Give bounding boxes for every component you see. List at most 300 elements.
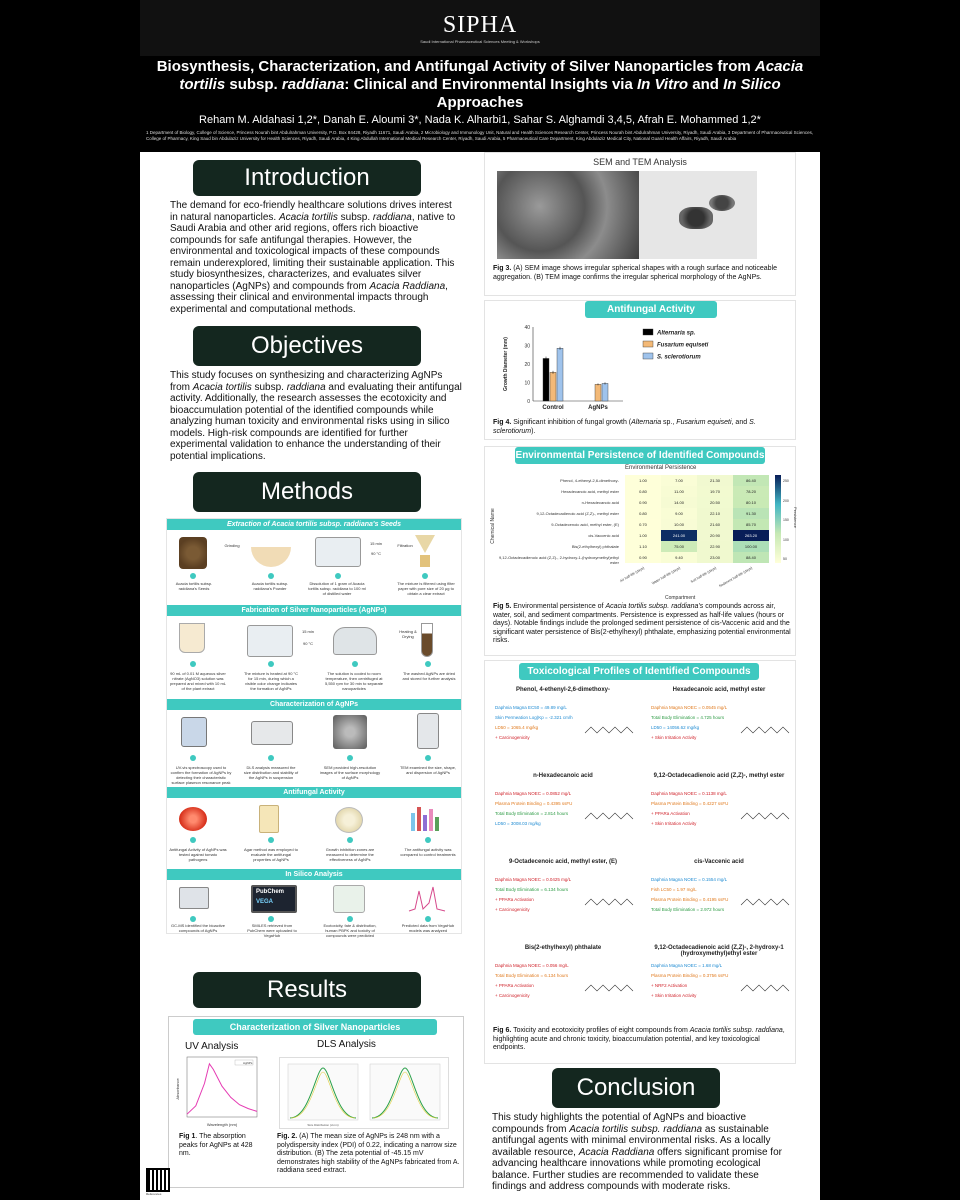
step-marker [425,755,431,761]
step-marker [268,916,274,922]
chemical-structure-drawing [739,885,793,915]
toxicity-endpoint: Daphnia Magna EC50 = 49.89 mg/L [495,705,567,710]
uv-legend-text: AgNPs [243,1061,253,1065]
title-part: In Silico [723,76,781,93]
extraction-time-label: 15 min [369,541,382,546]
fabrication-step-3: The solution is cooled to room temperature, then centrifuged at 5,550 rpm for 30 min to separate nanoparticles [324,671,384,691]
left-column [140,152,480,1200]
fig4-text: Fusarium equiseti [676,419,732,426]
fig2-caption [277,1133,461,1176]
heatmap-cell: 80.10 [733,497,769,508]
colorbar-label: Persistence [792,507,798,528]
toxicity-endpoint: Fish LC50 = 1.97 mg/L [651,887,697,892]
gcms-image [179,887,209,909]
fig6-text: , highlighting acute and chronic toxicity, bioaccumulation potential, and key toxicological endpoints. [493,1027,785,1051]
methods-bar-extraction: Extraction of Acacia tortilis subsp. raddiana's Seeds [167,519,461,530]
bar [550,372,556,401]
dls-frame-b [370,1064,440,1120]
obj-part: This study focuses on synthesizing and characterizing AgNPs from [170,370,443,393]
poster [140,0,820,1200]
heatmap-cell: 1.00 [625,530,661,541]
vega-label: VEGA [256,899,274,905]
affiliations: 1 Department of Biology, College of Science, Princess Nourah bint Abdulrahman University, P.O. Box 84428, Riyadh 11671, Saudi Arabia, 2 Microbiology and Immunology Unit, Natural and Health Sciences Research Center, Princess Nourah bint Abdulrahman University, Riyadh, Saudi Arabia, 3 Department of Pharmaceutical Sciences, College of Pharmacy, King Saud bin Abdulaziz University for Health Sciences, Riyadh, Saudi Arabia, 4 King Abdullah International Medical Research Center, Riyadh, Saudi Arabia, 5 Pharmaceutical Care Department, King Abdulaziz Medical City, National Guard Health Affairs, Riyadh, Saudi Arabia [146,130,814,141]
heatmap-cell: 0.80 [625,508,661,519]
fig6-text: Toxicity and ecotoxicity profiles of eight compounds from [511,1027,690,1034]
heatmap-cell: 91.30 [733,508,769,519]
fig1-text: . The absorption peaks for AgNPs at 428 nm. [179,1133,253,1157]
persistence-pill: Environmental Persistence of Identified Compounds [515,447,765,464]
toxicity-endpoint: + PPARa Activation [651,811,690,816]
fig4-caption [493,419,793,436]
heatmap-row-label: Bis(2-ethylhexyl) phthalate [571,544,619,549]
toxicology-pill: Toxicological Profiles of Identified Compounds [519,663,759,680]
fig6-caption [493,1027,793,1053]
heatmap-column-label: Sediment half-life (days) [718,566,753,589]
conclusion-part: This study highlights the potential of AgNPs and bioactive compounds from [492,1112,747,1135]
step-marker [190,837,196,843]
dls-chart-panel [279,1057,449,1129]
results-figure [168,1016,464,1188]
legend-swatch [643,329,653,335]
y-axis-label: Growth Diameter (mm) [503,337,509,391]
obj-part: Acacia tortilis [192,381,252,393]
conclusion-text [492,1112,792,1193]
extraction-step-1: Acacia tortilis subsp. raddiana's Seeds [175,581,213,591]
introduction-heading: Introduction [193,160,421,196]
toxicity-endpoint: + Skin Irritation Activity [651,993,697,998]
centrifuge-image [333,627,377,655]
conclusion-part: Acacia Raddiana [578,1146,655,1158]
heatmap-cell: 22.10 [697,508,733,519]
fig5-label: Fig 5. [493,603,512,610]
poster-title [140,56,820,112]
heatmap-cell: 7.00 [661,475,697,486]
toxicology-panel [484,660,796,1064]
extraction-step-2: Acacia tortilis subsp. raddiana's Powder [251,581,289,591]
seeds-image [179,537,207,569]
step-marker [268,661,274,667]
sem-tem-title: SEM and TEM Analysis [593,157,687,167]
step-marker [347,755,353,761]
fig6-label: Fig 6. [493,1027,512,1034]
characterization-step-2: DLS analysis measured the size distribution and stability of the AgNPs in suspension [243,765,299,780]
step-marker [422,573,428,579]
heatmap-cell: 241.00 [661,530,697,541]
methods-bar-fabrication: Fabrication of Silver Nanoparticles (AgNPs) [167,605,461,616]
poster-top-bar [140,0,820,56]
fabrication-temp-label: 90 °C [302,641,314,646]
compound-name: 9,12-Octadecadienoic acid (Z,Z)-, 2-hydroxy-1 (hydroxymethyl)ethyl ester [654,945,784,957]
insilico-step-2: SMILES retrieved from PubChem were uploaded to VegaHub [247,923,297,938]
toxicity-endpoint: Daphnia Magna NOEC = 0.1554 mg/L [651,877,728,882]
toxicity-endpoint: LD50 = 14056.62 mg/kg [651,725,700,730]
toxicity-endpoint: LD50 = 1065.4 mg/kg [495,725,539,730]
chemical-structure-drawing [583,885,637,915]
step-marker [190,755,196,761]
toxicity-endpoint: Daphnia Magna NOEC = 0.056 mg/L [495,963,569,968]
conclusion-part: Acacia tortilis subsp. raddiana [569,1123,703,1135]
title-part: and [688,76,724,93]
y-tick-label: 40 [524,325,530,331]
insilico-step-3: Ecotoxicity, fate & distribution, human PBPK and toxicity of compounds were predicted [323,923,377,938]
heatmap-cell: 0.70 [625,519,661,530]
bar [557,348,563,401]
toxicity-endpoint: Total Body Elimination = 6.134 hours [495,973,569,978]
heatmap-cell: 14.00 [661,497,697,508]
tomato-image [179,807,207,831]
toxicity-endpoint: Plasma Protein Binding = 0.3756 ssFU [651,973,729,978]
heatmap-cell: 100.00 [733,541,769,552]
fig1-caption [179,1133,263,1159]
step-marker [190,573,196,579]
heatmap-cell: 22.90 [697,541,733,552]
y-tick-label: 30 [524,343,530,350]
dls-x-label: Size Distribution (d.nm) [307,1123,339,1127]
intro-part: Acacia tortilis [278,211,338,223]
heatmap-x-label: Compartment [665,595,696,601]
x-tick-label: Control [542,405,564,411]
toxicity-endpoint: + PPARa Activation [495,983,534,988]
chemical-structure-drawing [739,799,793,829]
compound-name: 9-Octadecenoic acid, methyl ester, (E) [508,859,618,865]
toxicity-endpoint: Total Body Elimination = 2.814 hours [495,811,569,816]
methods-bar-insilico: In Silico Analysis [167,869,461,880]
y-tick-label: 10 [524,380,530,387]
antifungal-panel [484,300,796,440]
insilico-step-1: GC-MS identified the bioactive compounds of AgNPs [170,923,226,933]
uv-y-label: Absorbance [175,1078,180,1100]
characterization-pill: Characterization of Silver Nanoparticles [193,1019,437,1035]
fig4-text: , and [731,419,750,426]
conclusion-part: offers significant promise for advancing healthcare innovations while promoting ecological balance. Further studies are recommended to validate these findings and address compounds with moderate risks. [492,1146,782,1192]
tem-instrument-image [417,713,439,749]
colorbar-tick: 150 [783,518,789,522]
grinding-label: Grinding [224,543,240,548]
insilico-step-4: Predicted data from VegaHub models was analyzed [401,923,455,933]
dls-instrument-image [251,721,293,745]
legend-label: Alternaria sp. [657,330,696,337]
compound-name: Phenol, 4-ethenyl-2,6-dimethoxy- [515,687,611,693]
objectives-heading: Objectives [193,326,421,366]
methods-bar-characterization: Characterization of AgNPs [167,699,461,710]
heatmap-row-label: 9,12-Octadecadienoic acid (Z,Z)-, methyl ester [536,511,619,516]
dls-frame-a [288,1064,358,1120]
tem-image [639,171,757,259]
heatmap-row-label: Hexadecanoic acid, methyl ester [561,489,619,494]
fig3-text: (A) SEM image shows irregular spherical shapes with a rough surface and noticeable aggregation. (B) TEM image confirms the irregular spherical morphology of the AgNPs. [493,265,778,281]
toxicity-endpoint: Daphnia Magna NOEC = 0.0852 mg/L [495,791,572,796]
antifungal-step-3: Growth inhibition zones are measured to determine the effectiveness of AgNPs [325,847,375,862]
heatmap-cell: 75.00 [661,541,697,552]
heatmap-row-label: n-Hexadecanoic acid [581,500,619,505]
step-marker [268,837,274,843]
references-label: References [146,1192,162,1196]
heating-drying-label: Heating & Drying [399,629,417,639]
fig4-text: sp., [661,419,677,426]
heatmap-title: Environmental Persistence [625,465,697,471]
fig3-caption [493,265,793,282]
step-marker [425,837,431,843]
title-part: Biosynthesis, Characterization, and Antifungal Activity of Silver Nanoparticles from [156,58,755,75]
computer-monitor-image [251,885,297,913]
legend-label: Fusarium equiseti [657,342,709,349]
poster-body [140,152,820,1200]
obj-part: raddiana [286,381,326,393]
fig4-text: ). [531,427,536,435]
fabrication-step-2: The mixture is heated at 90 °C for 15 min, during which a visible color change indicates the formation of AgNPs [243,671,299,691]
methods-heading: Methods [193,472,421,512]
title-part: : Clinical and Environmental Insights via [344,76,637,93]
fabrication-time-label: 15 min [301,629,314,634]
petri-dish-image [335,807,363,833]
toxicity-endpoint: Total Body Elimination = 6.134 hours [495,887,569,892]
antifungal-step-1: Antifungal Activity of AgNPs was tested against tomato pathogens [169,847,227,862]
dls-analysis-title: DLS Analysis [317,1039,376,1050]
step-marker [425,916,431,922]
heatmap-cell: 88.40 [733,552,769,563]
colorbar-tick: 50 [783,557,787,561]
heatmap-cell: 10.00 [661,519,697,530]
fig5-text: Acacia tortilis subsp. raddiana's [605,603,704,610]
toxicity-endpoint: Total Body Elimination = 2.972 hours [651,907,725,912]
fig3-label: Fig 3. [493,265,512,272]
fig4-label: Fig 4. [493,419,512,426]
heatmap-row-label: 9-Octadecenoic acid, methyl ester, (E) [551,522,619,527]
introduction-text [170,200,462,315]
spectrum-thumbnail [407,883,447,913]
fig5-text: compounds across air, water, soil, and sediment compartments. Persistence is expressed as half-life values (hours or days). Notable findings include the prolonged sediment persistence of cis-Vaccenic acid and the significant water persistence of Bis(2-ethylhexyl) phthalate, emphasizing potential environmental risks. [493,603,791,644]
fig6-text: Acacia tortilis subsp. raddiana [689,1027,783,1034]
colorbar-tick: 100 [783,537,789,542]
title-part: Acacia tortilis [179,58,804,93]
heatmap-cell: 21.60 [697,519,733,530]
toxicity-endpoint: Plasma Protein Binding = 0.4227 ssFU [651,801,729,806]
toxicity-endpoint: Total Body Elimination = 4.725 hours [651,715,725,720]
conclusion-part: as sustainable antifungal agents with minimal environmental risks. As a locally available resource, [492,1123,771,1158]
fig2-text: (A) The mean size of AgNPs is 248 nm with a polydispersity index (PDI) of 0.22, indicating a narrow size distribution. (B) The zeta potential of -45.15 mV demonstrates high stability of the AgNPs fabricated from A. raddiana seed extract. [277,1133,460,1174]
antifungal-pill: Antifungal Activity [585,301,717,318]
heatmap-cell: 20.90 [697,530,733,541]
heatmap-cell: 85.70 [733,519,769,530]
heatmap-cell: 1.00 [625,475,661,486]
heatmap-cell: 1.10 [625,541,661,552]
title-part: subsp. [225,76,282,93]
intro-part: subsp. [337,211,373,223]
intro-part: raddiana [372,211,412,223]
conclusion-heading: Conclusion [552,1068,720,1108]
heatmap-cell: 9.40 [661,552,697,563]
heatmap-cell: 86.40 [733,475,769,486]
title-part: In Vitro [636,76,689,93]
step-marker [268,755,274,761]
sem-image [497,171,639,259]
bar [543,358,549,401]
fig2-label: Fig. 2. [277,1133,298,1140]
tem-nanoparticle-cluster [679,207,713,229]
heatmap-cell: 263.20 [733,530,769,541]
toxicity-endpoint: Plasma Protein Binding = 0.4195 ssFU [651,897,729,902]
obj-part: subsp. [251,381,287,393]
toxicity-endpoint: LD50 = 3008.03 mg/kg [495,821,541,826]
objectives-text [170,370,462,462]
heatmap-colorbar [775,475,781,563]
sem-image-small [333,715,367,749]
characterization-step-3: SEM provided high-resolution images of the surface morphology of AgNPs [319,765,381,780]
antifungal-step-2: Agar method was employed to evaluate the antifungal properties of AgNPs [243,847,299,862]
tem-nanoparticle-cluster [709,195,735,211]
toxicity-endpoint: + Carcinogenicity [495,735,530,740]
toxicity-endpoint: Daphnia Magna NOEC = 0.1138 mg/L [651,791,727,796]
intro-part: , native to Saudi Arabia and other arid regions, offers rich bioactive compounds for safe antifungal therapies. However, the environmental and toxicological impacts of these compounds remain underexplored, limiting their sustainable application. This study biosynthesizes, characterizes, and evaluates silver nanoparticles (AgNPs) and compounds from [170,211,456,292]
fig5-text: Environmental persistence of [511,603,606,610]
references-qr-code[interactable] [146,1168,170,1192]
sem-tem-panel [484,152,796,296]
compound-name: cis-Vaccenic acid [694,859,744,865]
chemical-structure-drawing [739,713,793,743]
step-marker [425,661,431,667]
fig1-label: Fig 1 [179,1133,196,1140]
legend-label: S. sclerotiorum [657,354,701,361]
toxicity-endpoint: Skin Permeation Log(Kp = -2.321 cm/h [495,715,573,720]
chemical-structure-drawing [583,971,637,1001]
flask-image [179,623,205,653]
bar-chart-thumbnail [407,803,447,833]
uv-x-label: Wavelength (nm) [206,1122,238,1127]
uv-series-line [187,1064,257,1114]
powder-bowl-image [251,547,291,567]
obj-part: and evaluating their antifungal activity. Additionally, the research assesses the ecotoxicity and bioaccumulation potential of the identified compounds while analyzing human toxicity and environmental risks using in silico models. High-risk compounds are identified for further experimental validation to enhance the understanding of their potential implications. [170,381,462,462]
characterization-step-4: TEM examined the size, shape, and dispersion of AgNPs [399,765,457,775]
extraction-step-4: The mixture is filtered using filter paper with pore size of 20 μg to obtain a clear extract [397,581,455,596]
heatmap-cell: 20.50 [697,497,733,508]
sipha-logo-subtitle: Saudi International Pharmaceutical Sciences Meeting & Workshops [420,38,540,44]
heatmap-cell: 23.00 [697,552,733,563]
sipha-logo: SIPHA [442,11,518,38]
y-tick-label: 0 [527,399,530,405]
toxicology-grid [485,683,797,1023]
bar [595,384,601,401]
chemical-structure-drawing [583,713,637,743]
heater-image [247,625,293,657]
title-part: Approaches [436,94,524,111]
uv-analysis-title: UV Analysis [185,1041,239,1052]
legend-swatch [643,353,653,359]
intro-part: Acacia Raddiana [369,280,446,292]
step-marker [347,837,353,843]
colorbar-tick: 200 [783,498,789,503]
fabrication-step-1: 90 mL of 0.01 M aqueous silver nitrate (AgNO3) solution was prepared and mixed with 10 mL of the plant extract [169,671,227,691]
filtered-extract-image [420,555,430,567]
antifungal-bar-chart [493,321,733,417]
methods-figure [166,518,462,938]
toxicity-endpoint: + Carcinogenicity [495,907,530,912]
y-tick-label: 20 [524,362,530,368]
heatmap-y-label: Chemical Name [489,508,496,544]
step-marker [352,661,358,667]
results-heading: Results [193,972,421,1008]
dls-charts [280,1058,448,1128]
toxicity-endpoint: + PPARa Activation [495,897,534,902]
heatmap-cell: 11.00 [661,486,697,497]
heatmap-column-label: Soil half-life (days) [690,566,717,584]
heatmap-cell: 0.90 [625,497,661,508]
ecotoxicity-image [333,885,365,913]
heatmap-column-label: Water half-life (days) [651,566,681,586]
heatmap-column-label: Air half-life (days) [619,566,645,584]
heatmap-cell: 0.90 [625,552,661,563]
uv-chart [173,1055,261,1129]
step-marker [347,916,353,922]
extraction-temp-label: 90 °C [370,551,382,556]
heatmap-cell: 9.00 [661,508,697,519]
persistence-heatmap [485,473,797,593]
chemical-structure-drawing [583,799,637,829]
heatmap-cell: 78.20 [733,486,769,497]
methods-bar-antifungal: Antifungal Activity [167,787,461,798]
poster-header [140,56,820,152]
heatmap-cell: 19.70 [697,486,733,497]
authors: Reham M. Aldahasi 1,2*, Danah E. Aloumi 3*, Nada K. Alharbi1, Sahar S. Alghamdi 3,4,5, Afrah E. Mohammed 1,2* [199,114,761,126]
step-marker [190,661,196,667]
chemical-structure-drawing [739,971,793,1001]
step-marker [268,573,274,579]
persistence-panel [484,446,796,656]
title-part: raddiana [281,76,345,93]
pubchem-label: PubChem [256,889,285,895]
agar-tube-image [259,805,279,833]
compound-name: Bis(2-ethylhexyl) phthalate [524,945,602,951]
heatmap-row-label: 9,12-Octadecadienoic acid (Z,Z)-, 2-hydroxy-1-(hydroxymethyl)ethyl ester [498,555,619,565]
heatmap-cell: 0.80 [625,486,661,497]
fig4-text: S. sclerotiorum [493,419,756,435]
characterization-step-1: UV-vis spectroscopy used to confirm the formation of AgNPs by detecting their characteristic surface plasmon resonance peak [170,765,232,785]
intro-part: , assessing their clinical and environmental impacts through experimental and computational methods. [170,280,448,315]
fig5-caption [493,603,793,646]
step-marker [190,916,196,922]
colorbar-tick: 250 [783,479,789,483]
antifungal-step-4: The antifungal activity was compared to control treatments [400,847,456,857]
intro-part: The demand for eco-friendly healthcare solutions drives interest in natural nanoparticles. [170,200,452,223]
legend-swatch [643,341,653,347]
compound-name: Hexadecanoic acid, methyl ester [672,687,766,693]
bar [602,383,608,401]
toxicity-endpoint: + Skin Irritation Activity [651,735,697,740]
toxicity-endpoint: + NRF2 Activation [651,983,688,988]
fig4-text: Alternaria [631,419,662,426]
extraction-step-3: Dissolution of 1 gram of Acacia tortilis subsp. raddiana to 100 ml of distilled water [308,581,366,596]
heatmap-row-label: cis-Vaccenic acid [588,533,619,538]
heatmap-row-label: Phenol, 4-ethenyl-2,6-dimethoxy- [560,478,619,483]
fig4-text: Significant inhibition of fungal growth ( [511,419,632,426]
toxicity-endpoint: + Skin Irritation Activity [651,821,697,826]
heatmap-cell: 21.30 [697,475,733,486]
toxicity-endpoint: Daphnia Magna NOEC = 0.0545 mg/L [651,705,728,710]
compound-name: n-Hexadecanoic acid [533,773,593,779]
water-bath-image [315,537,361,567]
x-tick-label: AgNPs [588,405,608,411]
filter-funnel-image [415,535,435,553]
uv-vis-image [181,717,207,747]
toxicity-endpoint: Daphnia Magna NOEC = 0.0425 mg/L [495,877,572,882]
toxicity-endpoint: + Carcinogenicity [495,993,530,998]
filtration-label: Filtration [397,543,413,548]
toxicity-endpoint: Daphnia Magna NOEC = 1.68 mg/L [651,963,723,968]
compound-name: 9,12-Octadecadienoic acid (Z,Z)-, methyl ester [653,773,785,779]
fabrication-step-4: The washed AgNPs are dried and stored for further analysis [402,671,456,681]
step-marker [335,573,341,579]
right-column [480,152,820,1200]
toxicity-endpoint: Plasma Protein Binding = 0.4395 ssFU [495,801,573,806]
